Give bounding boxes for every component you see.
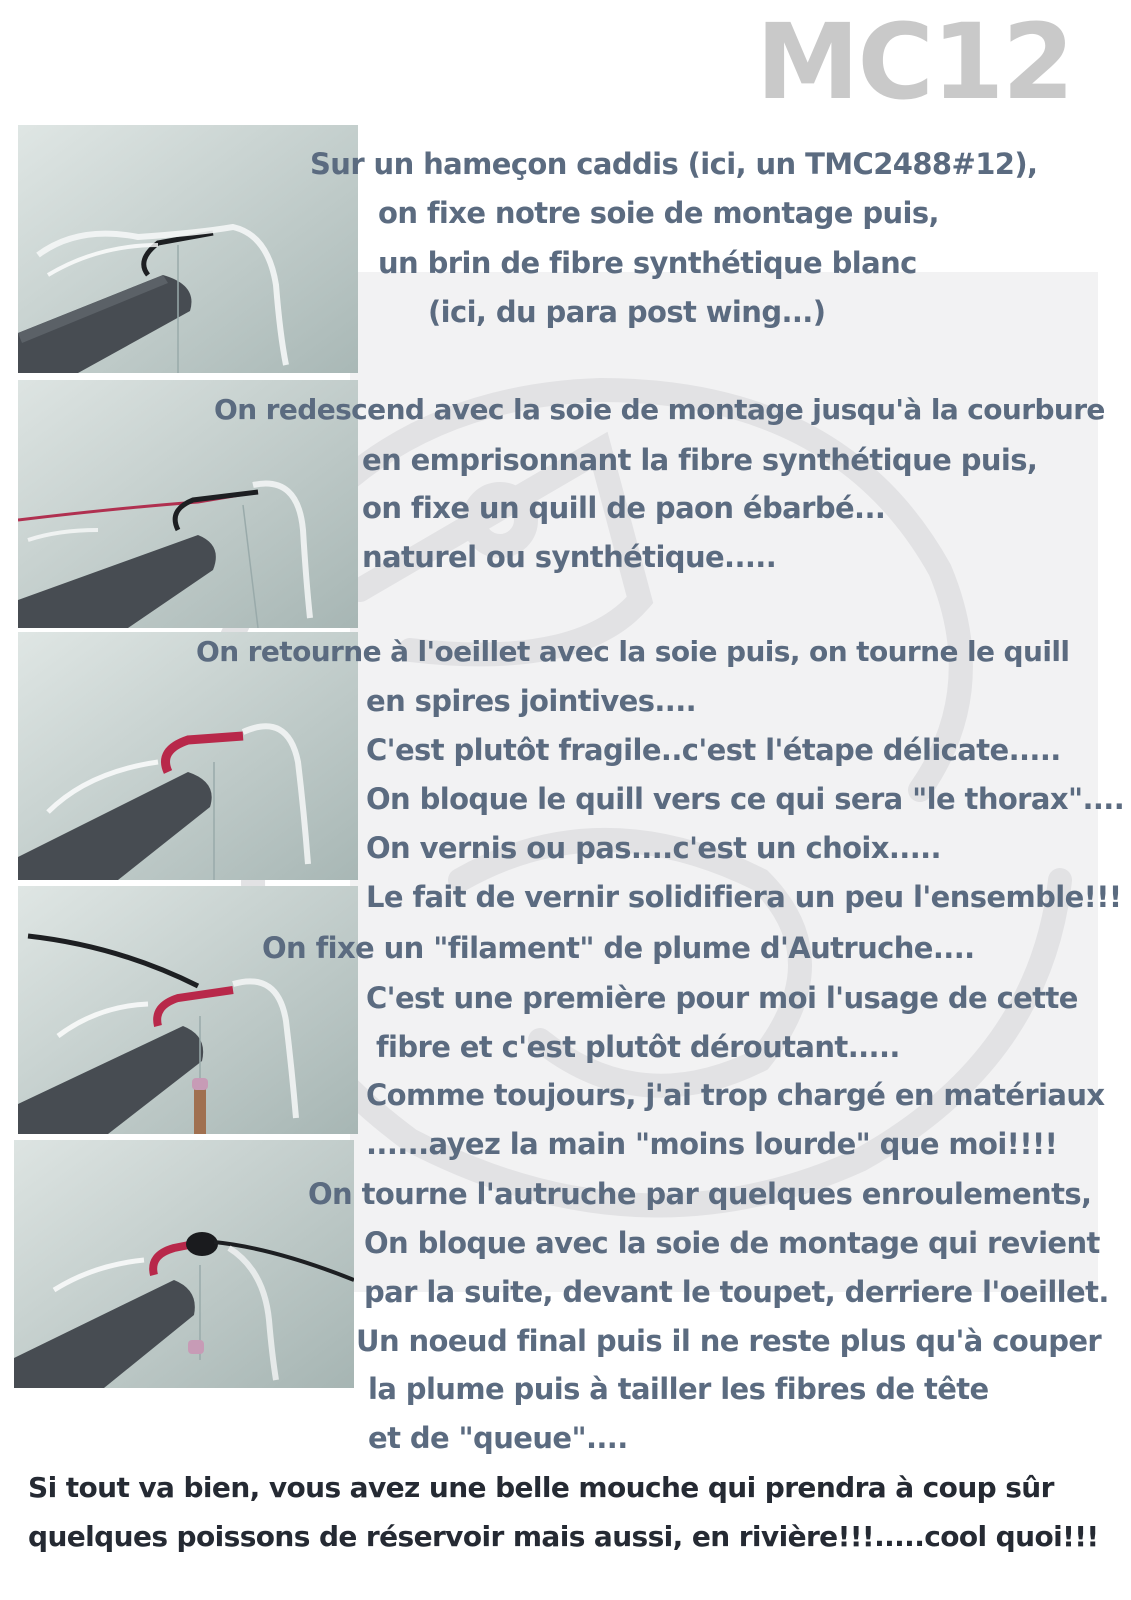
step-5-line-5: la plume puis à tailler les fibres de tête xyxy=(368,1372,989,1406)
mc12-logo: MC12 xyxy=(756,1,1073,123)
step-2-line-3: on fixe un quill de paon ébarbé... xyxy=(362,491,886,525)
step-4-line-5: ......ayez la main "moins lourde" que moi!!!! xyxy=(366,1127,1058,1161)
step-1-line-1: Sur un hameçon caddis (ici, un TMC2488#12), xyxy=(310,147,1038,181)
step-5-line-1: On tourne l'autruche par quelques enroulements, xyxy=(308,1177,1092,1211)
step-1-photo xyxy=(18,125,358,373)
step-5-line-3: par la suite, devant le toupet, derriere l'oeillet. xyxy=(364,1275,1109,1309)
step-1-line-4: (ici, du para post wing...) xyxy=(428,295,826,329)
step-3-line-3: C'est plutôt fragile..c'est l'étape délicate..... xyxy=(366,733,1061,767)
step-2-line-2: en emprisonnant la fibre synthétique puis, xyxy=(362,443,1038,477)
step-3-line-6: Le fait de vernir solidifiera un peu l'ensemble!!! xyxy=(366,880,1122,914)
step-1-line-3: un brin de fibre synthétique blanc xyxy=(378,246,917,280)
step-4-photo xyxy=(18,886,358,1134)
step-3-line-1: On retourne à l'oeillet avec la soie puis, on tourne le quill xyxy=(196,635,1070,668)
step-3-line-5: On vernis ou pas....c'est un choix..... xyxy=(366,831,941,865)
step-4-line-3: fibre et c'est plutôt déroutant..... xyxy=(376,1030,900,1064)
step-4-line-1: On fixe un "filament" de plume d'Autruche.... xyxy=(262,931,975,965)
step-2-line-1: On redescend avec la soie de montage jusqu'à la courbure xyxy=(214,393,1105,426)
conclusion-line-1: Si tout va bien, vous avez une belle mouche qui prendra à coup sûr xyxy=(28,1471,1054,1504)
step-5-line-6: et de "queue".... xyxy=(368,1421,628,1455)
step-5-line-4: Un noeud final puis il ne reste plus qu'à couper xyxy=(356,1324,1102,1358)
step-4-line-2: C'est une première pour moi l'usage de cette xyxy=(366,981,1078,1015)
step-3-line-2: en spires jointives.... xyxy=(366,684,697,718)
step-5-line-2: On bloque avec la soie de montage qui revient xyxy=(364,1226,1100,1260)
step-3-line-4: On bloque le quill vers ce qui sera "le thorax".... xyxy=(366,782,1125,816)
step-1-line-2: on fixe notre soie de montage puis, xyxy=(378,196,939,230)
step-2-line-4: naturel ou synthétique..... xyxy=(362,540,777,574)
step-4-line-4: Comme toujours, j'ai trop chargé en matériaux xyxy=(366,1078,1105,1112)
step-3-photo xyxy=(18,632,358,880)
step-5-photo xyxy=(14,1140,354,1388)
conclusion-line-2: quelques poissons de réservoir mais aussi, en rivière!!!.....cool quoi!!! xyxy=(28,1520,1099,1553)
